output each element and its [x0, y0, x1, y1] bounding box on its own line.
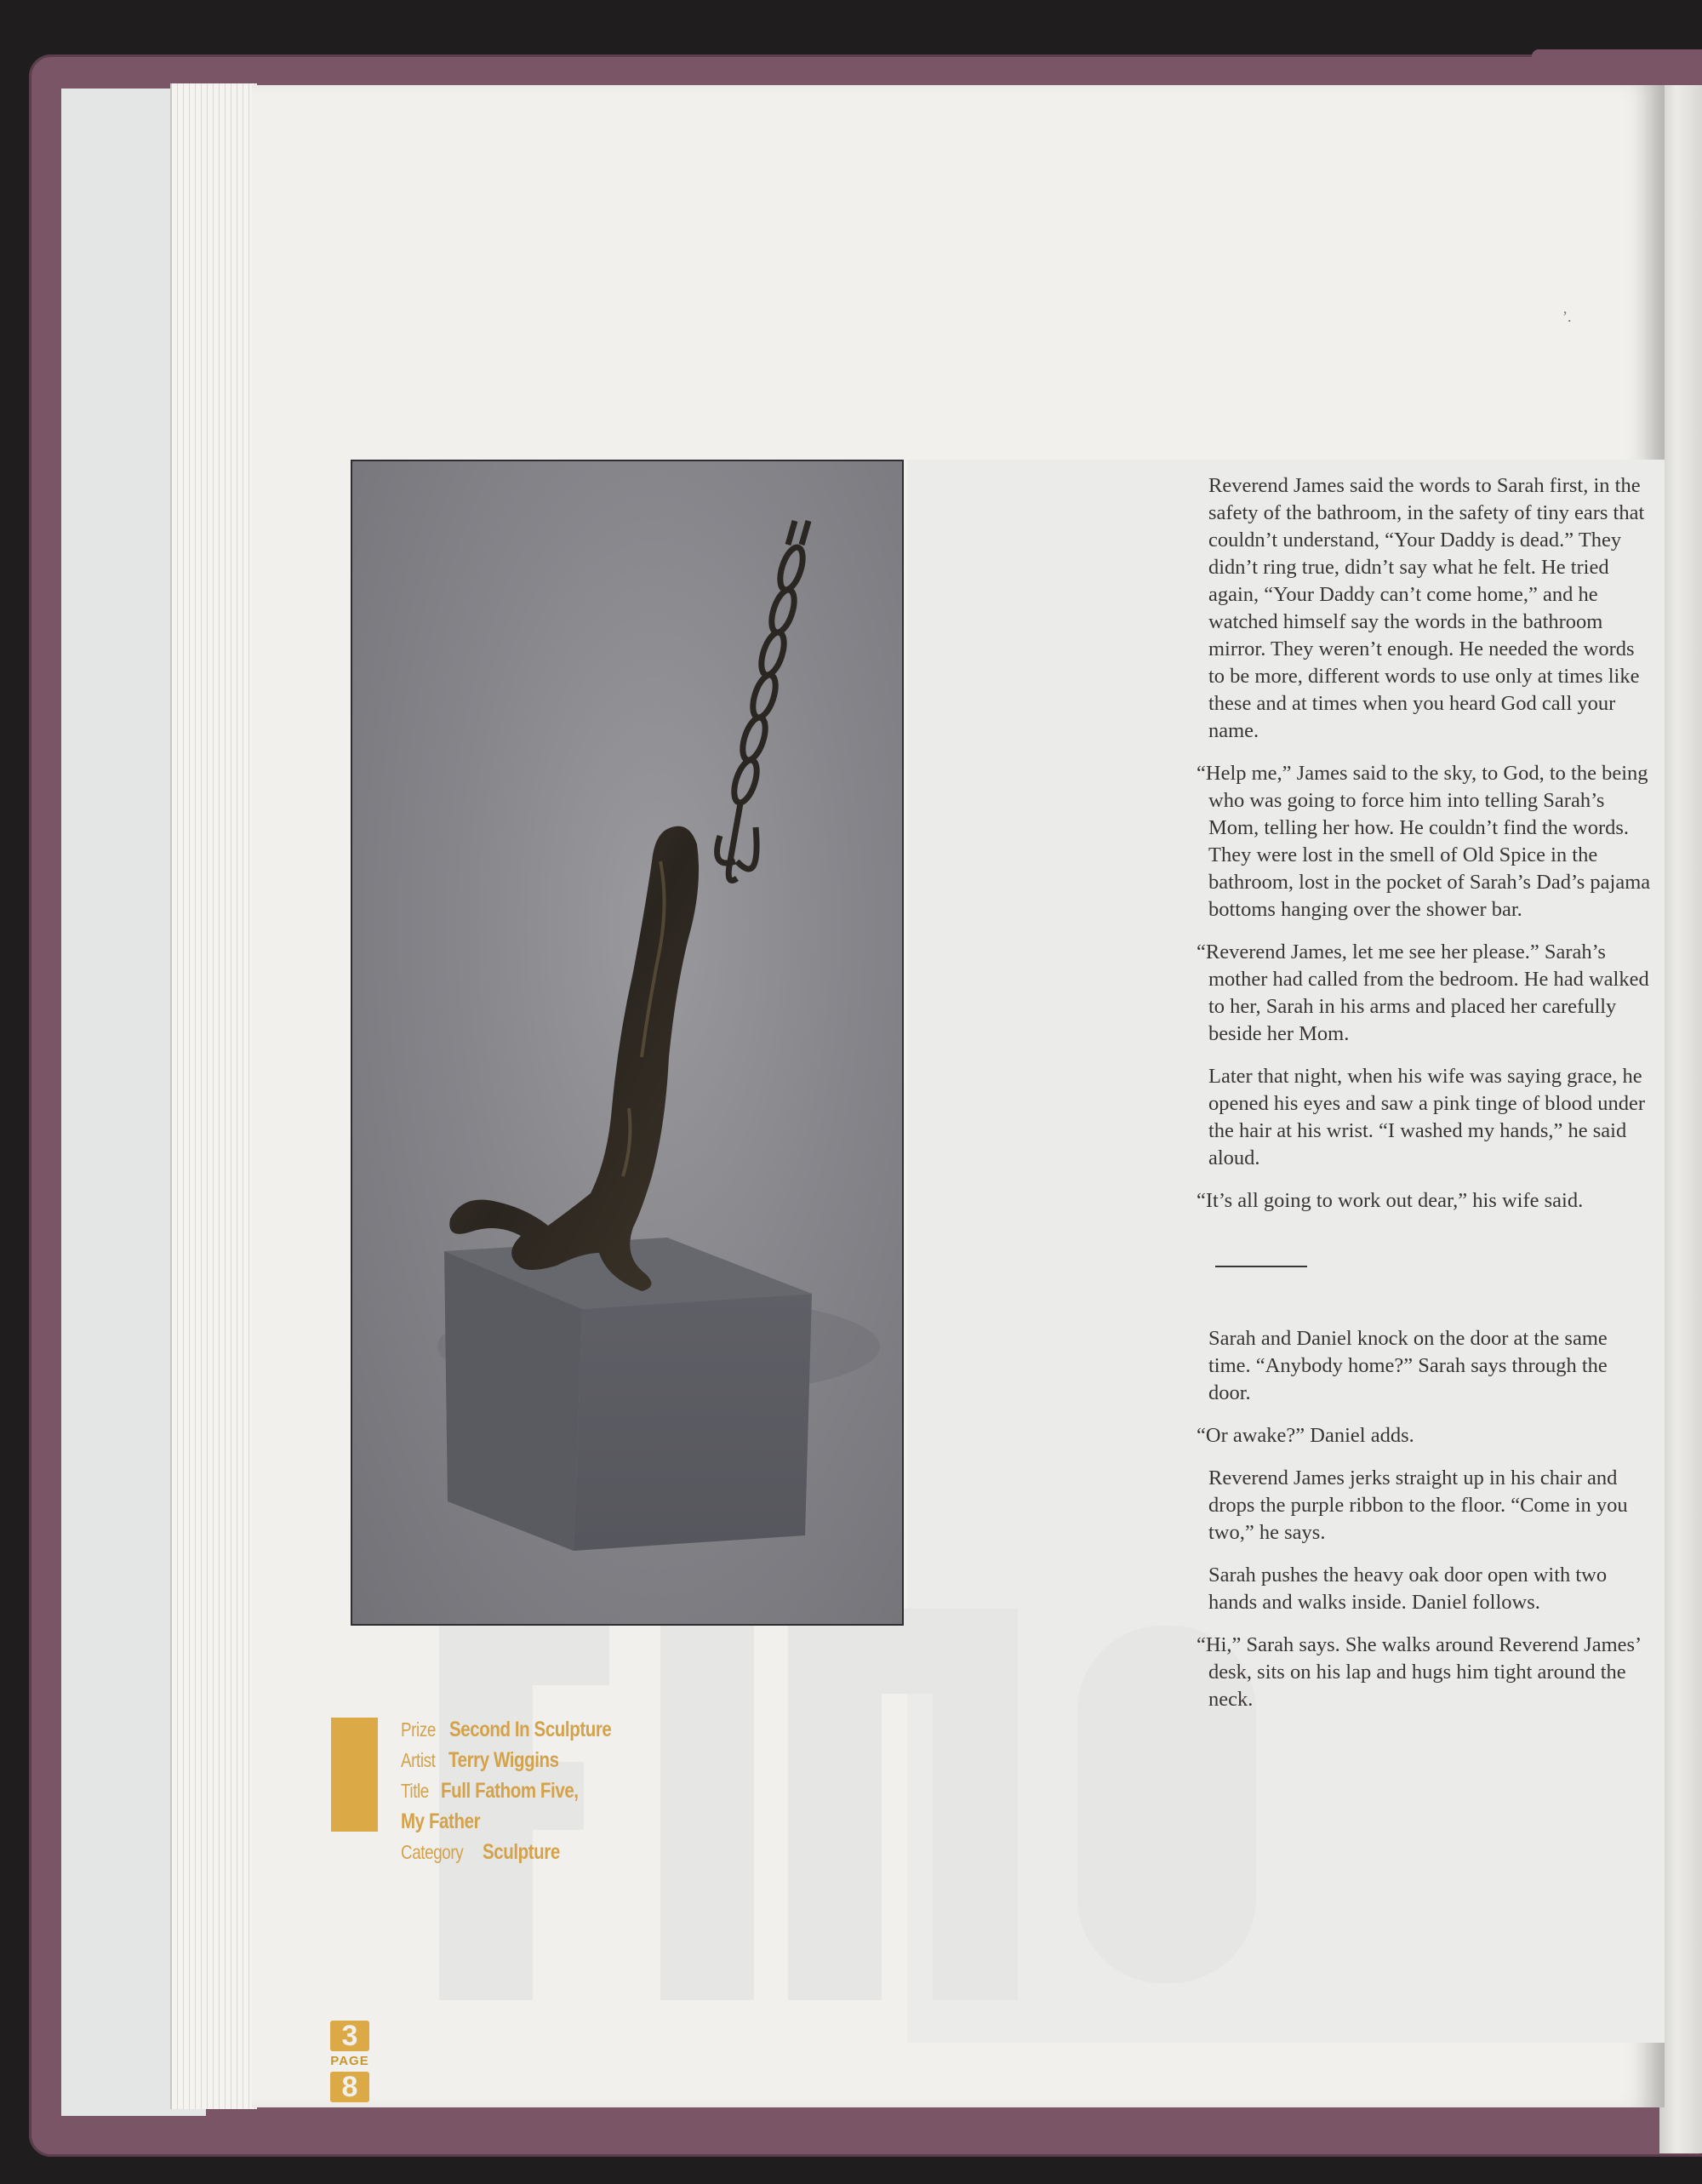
- category-value: Sculpture: [483, 1840, 561, 1864]
- title-value: Full Fathom Five,: [441, 1779, 579, 1803]
- page-stack-left: [170, 83, 257, 2109]
- title-label: Title: [401, 1780, 429, 1802]
- page-number-badge: [330, 2021, 369, 2107]
- story-paragraph: Reverend James said the words to Sarah first, in the safety of the bathroom, in the safety of tiny ears that couldn’t understand, “Your Daddy is dead.” They didn’t ring true, didn’t say what he felt. He tried again, “Your Daddy can’t come home,” and he watched himself say the words in the bathroom mirror. They weren’t enough. He needed the words to be more, different words to use only at times like these and at times when you heard God call your name.: [1208, 474, 1645, 742]
- prize-label: Prize: [401, 1718, 436, 1741]
- category-label: Category: [401, 1841, 464, 1863]
- artist-value: Terry Wiggins: [448, 1748, 560, 1772]
- story-text-column: [1197, 472, 1651, 1729]
- story-paragraph: Later that night, when his wife was saying grace, he opened his eyes and saw a pink tinge of blood under the hair at his wrist. “I washed my hands,” he said aloud.: [1208, 1065, 1646, 1169]
- story-paragraph: Sarah and Daniel knock on the door at the same time. “Anybody home?” Sarah says through the door.: [1208, 1327, 1608, 1404]
- prize-value: Second In Sculpture: [448, 1718, 612, 1741]
- story-paragraph: Reverend James jerks straight up in his chair and drops the purple ribbon to the floor. “Come in you two,” he says.: [1208, 1466, 1628, 1544]
- story-paragraph: “Help me,” James said to the sky, to God, to the being who was going to force him into telling Sarah’s Mom, telling her how. He couldn’t find the words. They were lost in the smell of Old Spice in the bathroom, lost in the pocket of Sarah’s Dad’s pajama bottoms hanging over the shower bar.: [1197, 762, 1651, 921]
- sculpture-photo: [351, 460, 904, 1626]
- page-number-digit-bottom: 8: [330, 2072, 369, 2102]
- story-paragraph: Sarah pushes the heavy oak door open with two hands and walks inside. Daniel follows.: [1208, 1564, 1608, 1614]
- section-divider: [1215, 1266, 1307, 1267]
- page-number-digit-top: 3: [330, 2021, 369, 2051]
- page-number-word: PAGE: [330, 2054, 369, 2068]
- story-paragraph: “Reverend James, let me see her please.” Sarah’s mother had called from the bedroom. He had walked to her, Sarah in his arms and placed her carefully beside her Mom.: [1197, 940, 1649, 1045]
- story-paragraph: “Or awake?” Daniel adds.: [1197, 1424, 1414, 1447]
- artist-label: Artist: [401, 1749, 436, 1771]
- page-mark: ʼ.: [1562, 308, 1572, 325]
- caption-accent-bar: [331, 1718, 378, 1832]
- title-value-continued: My Father: [401, 1810, 481, 1833]
- story-paragraph: “It’s all going to work out dear,” his wife said.: [1197, 1189, 1584, 1212]
- page-stack-right: [1659, 85, 1702, 2153]
- story-paragraph: “Hi,” Sarah says. She walks around Reverend James’ desk, sits on his lap and hugs him tight around the neck.: [1197, 1633, 1641, 1711]
- sculpture-illustration: [352, 461, 902, 1624]
- artwork-caption: [401, 1714, 741, 1867]
